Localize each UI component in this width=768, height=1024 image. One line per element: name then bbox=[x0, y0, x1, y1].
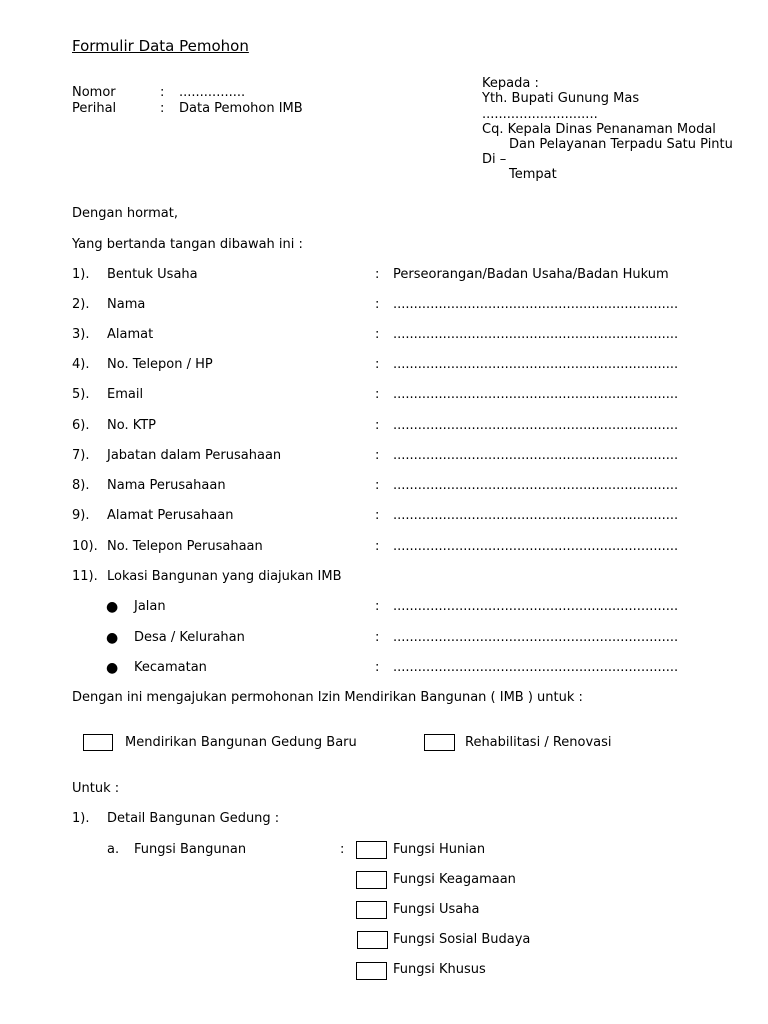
perihal-colon: : bbox=[160, 101, 165, 116]
recipient-cq1: Cq. Kepala Dinas Penanaman Modal bbox=[482, 122, 716, 137]
field-number: 2). bbox=[72, 297, 90, 312]
sub-letter: a. bbox=[107, 842, 120, 857]
fungsi-colon: : bbox=[340, 842, 345, 857]
bullet-icon: ● bbox=[106, 630, 119, 646]
renovation-label: Rehabilitasi / Renovasi bbox=[465, 735, 612, 750]
fungsi-hunian-checkbox[interactable] bbox=[356, 841, 387, 859]
field-value: ..................................................................... bbox=[393, 630, 679, 645]
recipient-yth: Yth. Bupati Gunung Mas bbox=[482, 91, 640, 106]
field-number: 8). bbox=[72, 478, 90, 493]
field-number: 7). bbox=[72, 448, 90, 463]
field-colon: : bbox=[375, 448, 380, 463]
field-colon: : bbox=[375, 508, 380, 523]
perihal-label: Perihal bbox=[72, 101, 117, 116]
field-colon: : bbox=[375, 297, 380, 312]
field-value: Perseorangan/Badan Usaha/Badan Hukum bbox=[393, 267, 669, 282]
field-label: Bentuk Usaha bbox=[107, 267, 198, 282]
field-label: Alamat bbox=[107, 327, 154, 342]
page-title: Formulir Data Pemohon bbox=[72, 37, 249, 55]
recipient-kepada: Kepada : bbox=[482, 76, 539, 91]
field-number: 3). bbox=[72, 327, 90, 342]
field-value: ..................................................................... bbox=[393, 599, 679, 614]
new-building-checkbox[interactable] bbox=[83, 734, 113, 751]
field-colon: : bbox=[375, 539, 380, 554]
recipient-tempat: Tempat bbox=[509, 167, 557, 182]
recipient-cq2: Dan Pelayanan Terpadu Satu Pintu bbox=[509, 137, 733, 152]
request-text: Dengan ini mengajukan permohonan Izin Mendirikan Bangunan ( IMB ) untuk : bbox=[72, 690, 583, 705]
field-label: Nama Perusahaan bbox=[107, 478, 226, 493]
field-colon: : bbox=[375, 478, 380, 493]
untuk-text: Untuk : bbox=[72, 781, 120, 796]
fungsi-hunian-label: Fungsi Hunian bbox=[393, 842, 486, 857]
field-value: ..................................................................... bbox=[393, 387, 679, 402]
nomor-value: ................ bbox=[179, 85, 246, 100]
field-label: No. KTP bbox=[107, 418, 157, 433]
bullet-icon: ● bbox=[106, 599, 119, 615]
field-number: 10). bbox=[72, 539, 98, 554]
location-item-label: Kecamatan bbox=[134, 660, 207, 675]
fungsi-usaha-label: Fungsi Usaha bbox=[393, 902, 480, 917]
field-number: 1). bbox=[72, 267, 90, 282]
fungsi-bangunan-label: Fungsi Bangunan bbox=[134, 842, 247, 857]
field-number: 5). bbox=[72, 387, 90, 402]
location-label: Lokasi Bangunan yang diajukan IMB bbox=[107, 569, 342, 584]
fungsi-keagamaan-checkbox[interactable] bbox=[356, 871, 387, 889]
location-item-label: Jalan bbox=[134, 599, 166, 614]
field-value: ..................................................................... bbox=[393, 539, 679, 554]
field-label: Jabatan dalam Perusahaan bbox=[107, 448, 282, 463]
detail-number: 1). bbox=[72, 811, 90, 826]
field-value: ..................................................................... bbox=[393, 297, 679, 312]
intro-text: Yang bertanda tangan dibawah ini : bbox=[72, 237, 303, 252]
greeting-text: Dengan hormat, bbox=[72, 206, 179, 221]
field-label: No. Telepon / HP bbox=[107, 357, 213, 372]
nomor-colon: : bbox=[160, 85, 165, 100]
field-colon: : bbox=[375, 267, 380, 282]
field-value: ..................................................................... bbox=[393, 660, 679, 675]
fungsi-khusus-label: Fungsi Khusus bbox=[393, 962, 486, 977]
fungsi-sosial-budaya-checkbox[interactable] bbox=[357, 931, 388, 949]
recipient-di: Di – bbox=[482, 152, 507, 167]
location-number: 11). bbox=[72, 569, 98, 584]
detail-label: Detail Bangunan Gedung : bbox=[107, 811, 280, 826]
fungsi-keagamaan-label: Fungsi Keagamaan bbox=[393, 872, 516, 887]
renovation-checkbox[interactable] bbox=[424, 734, 455, 751]
field-value: ..................................................................... bbox=[393, 478, 679, 493]
fungsi-usaha-checkbox[interactable] bbox=[356, 901, 387, 919]
field-number: 9). bbox=[72, 508, 90, 523]
perihal-value: Data Pemohon IMB bbox=[179, 101, 303, 116]
field-value: ..................................................................... bbox=[393, 418, 679, 433]
field-colon: : bbox=[375, 357, 380, 372]
field-label: Alamat Perusahaan bbox=[107, 508, 234, 523]
field-colon: : bbox=[375, 387, 380, 402]
fungsi-khusus-checkbox[interactable] bbox=[356, 962, 387, 980]
field-colon: : bbox=[375, 418, 380, 433]
field-label: Nama bbox=[107, 297, 146, 312]
field-colon: : bbox=[375, 599, 380, 614]
field-number: 4). bbox=[72, 357, 90, 372]
field-value: ..................................................................... bbox=[393, 448, 679, 463]
field-label: No. Telepon Perusahaan bbox=[107, 539, 263, 554]
fungsi-sosial-budaya-label: Fungsi Sosial Budaya bbox=[393, 932, 531, 947]
field-colon: : bbox=[375, 660, 380, 675]
bullet-icon: ● bbox=[106, 660, 119, 676]
new-building-label: Mendirikan Bangunan Gedung Baru bbox=[125, 735, 357, 750]
field-number: 6). bbox=[72, 418, 90, 433]
field-value: ..................................................................... bbox=[393, 357, 679, 372]
recipient-dots: ............................ bbox=[482, 107, 598, 122]
field-colon: : bbox=[375, 327, 380, 342]
field-value: ..................................................................... bbox=[393, 327, 679, 342]
location-item-label: Desa / Kelurahan bbox=[134, 630, 245, 645]
nomor-label: Nomor bbox=[72, 85, 116, 100]
field-colon: : bbox=[375, 630, 380, 645]
field-label: Email bbox=[107, 387, 144, 402]
field-value: ..................................................................... bbox=[393, 508, 679, 523]
